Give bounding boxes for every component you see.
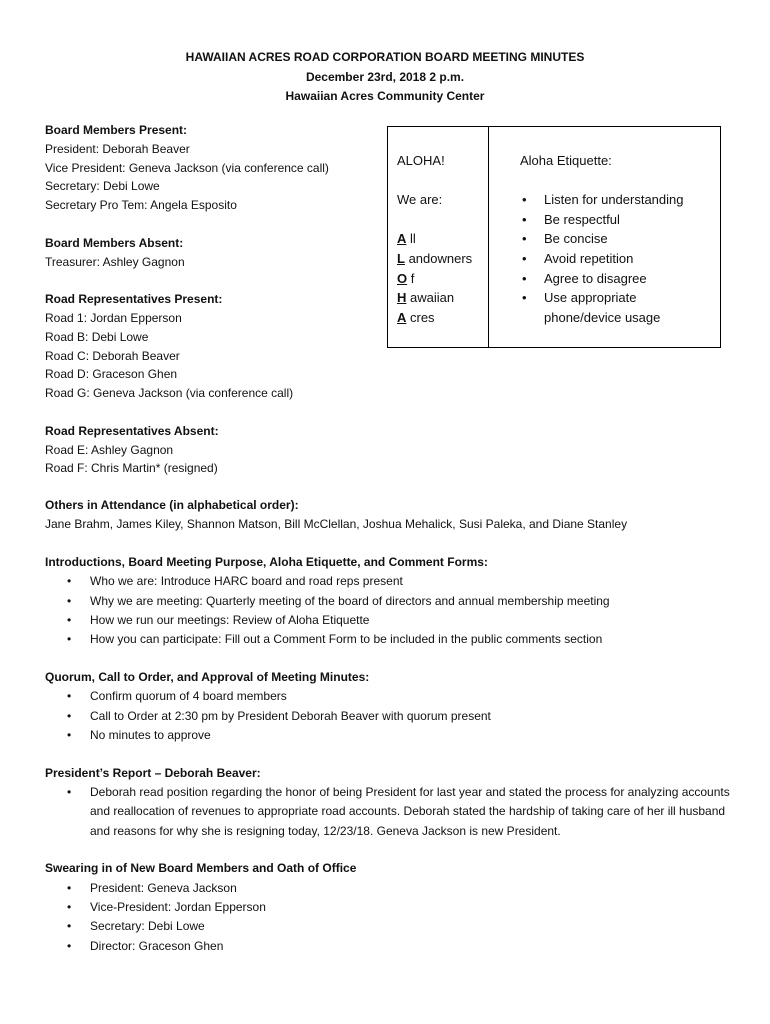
meeting-location: Hawaiian Acres Community Center <box>285 89 485 103</box>
bullet-icon: • <box>67 919 72 934</box>
minutes-body <box>45 496 735 956</box>
intro-heading: Introductions, Board Meeting Purpose, Aloha Etiquette, and Comment Forms: <box>45 555 488 570</box>
aloha-box <box>387 126 721 348</box>
swearing-list <box>45 879 735 956</box>
board-present-item: President: Deborah Beaver <box>45 141 190 156</box>
board-absent-item: Treasurer: Ashley Gagnon <box>45 254 185 269</box>
bullet-icon: • <box>522 211 527 227</box>
bullet-icon: • <box>67 880 72 895</box>
bullet-icon: • <box>522 192 527 208</box>
board-present-item: Secretary: Debi Lowe <box>45 179 160 194</box>
others-heading: Others in Attendance (in alphabetical order): <box>45 498 299 512</box>
etiquette-item: • Listen for understanding <box>520 190 710 210</box>
list-item: • How we run our meetings: Review of Aloha Etiquette <box>45 611 735 630</box>
bullet-icon: • <box>67 632 72 647</box>
bullet-icon: • <box>67 574 72 589</box>
aloha-title: ALOHA! <box>397 153 445 168</box>
road-present-item: Road G: Geneva Jackson (via conference call) <box>45 386 294 401</box>
list-item: • No minutes to approve <box>45 726 735 745</box>
president-report-heading: President’s Report – Deborah Beaver: <box>45 765 261 780</box>
acronym-line: O f <box>397 270 415 286</box>
etiquette-item: • Be concise <box>520 229 710 249</box>
bullet-icon: • <box>67 938 72 953</box>
road-present-heading: Road Representatives Present: <box>45 292 223 307</box>
aloha-box-divider <box>488 127 489 347</box>
etiquette-item: • Avoid repetition <box>520 249 710 269</box>
document-title: HAWAIIAN ACRES ROAD CORPORATION BOARD MEETING MINUTES <box>185 50 585 64</box>
we-are-label: We are: <box>397 192 443 208</box>
bullet-icon: • <box>67 727 72 742</box>
aloha-acronym-panel <box>397 151 472 327</box>
list-item: • Deborah read position regarding the honor of being President for last year and stated the process for analyzing accounts and reallocation of revenues to appropriate road accounts. Deborah stated the hardship of taking care of her ill husband and reasons for why she is resigning today, 12/23/18. Geneva Jackson is new President. <box>67 785 730 838</box>
bullet-icon: • <box>522 231 527 247</box>
bullet-icon: • <box>522 250 527 266</box>
etiquette-title: Aloha Etiquette: <box>520 153 612 168</box>
bullet-icon: • <box>67 612 72 627</box>
list-item: • Secretary: Debi Lowe <box>45 917 735 936</box>
road-absent-item: Road F: Chris Martin* (resigned) <box>45 461 218 476</box>
road-present-item: Road D: Graceson Ghen <box>45 367 178 382</box>
etiquette-item: • Agree to disagree <box>520 269 710 289</box>
acronym-line: A cres <box>397 309 435 325</box>
board-present-item: Vice President: Geneva Jackson (via conference call) <box>45 160 329 175</box>
list-item: • How you can participate: Fill out a Comment Form to be included in the public comments section <box>45 630 735 649</box>
acronym-line: L andowners <box>397 250 473 266</box>
meeting-date: December 23rd, 2018 2 p.m. <box>305 69 465 84</box>
etiquette-item: • Use appropriate phone/device usage <box>522 290 661 325</box>
bullet-icon: • <box>67 708 72 723</box>
board-present-item: Secretary Pro Tem: Angela Esposito <box>45 198 237 213</box>
list-item: • Vice-President: Jordan Epperson <box>45 898 735 917</box>
list-item: • President: Geneva Jackson <box>45 879 735 898</box>
bullet-icon: • <box>67 689 72 704</box>
bullet-icon: • <box>522 290 527 306</box>
quorum-heading: Quorum, Call to Order, and Approval of Meeting Minutes: <box>45 670 370 685</box>
list-item: • Who we are: Introduce HARC board and road reps present <box>45 572 735 591</box>
list-item: • Confirm quorum of 4 board members <box>45 687 735 706</box>
document-header <box>0 48 770 107</box>
road-present-item: Road C: Deborah Beaver <box>45 348 180 363</box>
board-present-heading: Board Members Present: <box>45 123 188 137</box>
list-item: • Director: Graceson Ghen <box>45 937 735 956</box>
president-report-list <box>45 783 735 841</box>
aloha-etiquette-panel <box>520 151 710 327</box>
etiquette-list <box>520 190 710 327</box>
road-present-item: Road 1: Jordan Epperson <box>45 310 182 325</box>
bullet-icon: • <box>522 270 527 286</box>
acronym-line: H awaiian <box>397 290 455 306</box>
swearing-heading: Swearing in of New Board Members and Oath of Office <box>45 861 357 876</box>
road-absent-heading: Road Representatives Absent: <box>45 423 219 438</box>
others-list: Jane Brahm, James Kiley, Shannon Matson, Bill McClellan, Joshua Mehalick, Susi Paleka, and Diane Stanley <box>45 517 628 532</box>
attendance-column <box>45 121 375 478</box>
list-item: • Why we are meeting: Quarterly meeting of the board of directors and annual membership meeting <box>45 592 735 611</box>
bullet-icon: • <box>67 593 72 608</box>
etiquette-item: • Be respectful <box>520 210 710 230</box>
board-absent-heading: Board Members Absent: <box>45 235 184 250</box>
bullet-icon: • <box>67 900 72 915</box>
intro-list <box>45 572 735 649</box>
bullet-icon: • <box>67 785 72 800</box>
quorum-list <box>45 687 735 745</box>
road-present-item: Road B: Debi Lowe <box>45 329 149 344</box>
list-item: • Call to Order at 2:30 pm by President Deborah Beaver with quorum present <box>45 707 735 726</box>
acronym-line: A ll <box>397 231 416 247</box>
road-absent-item: Road E: Ashley Gagnon <box>45 442 174 457</box>
